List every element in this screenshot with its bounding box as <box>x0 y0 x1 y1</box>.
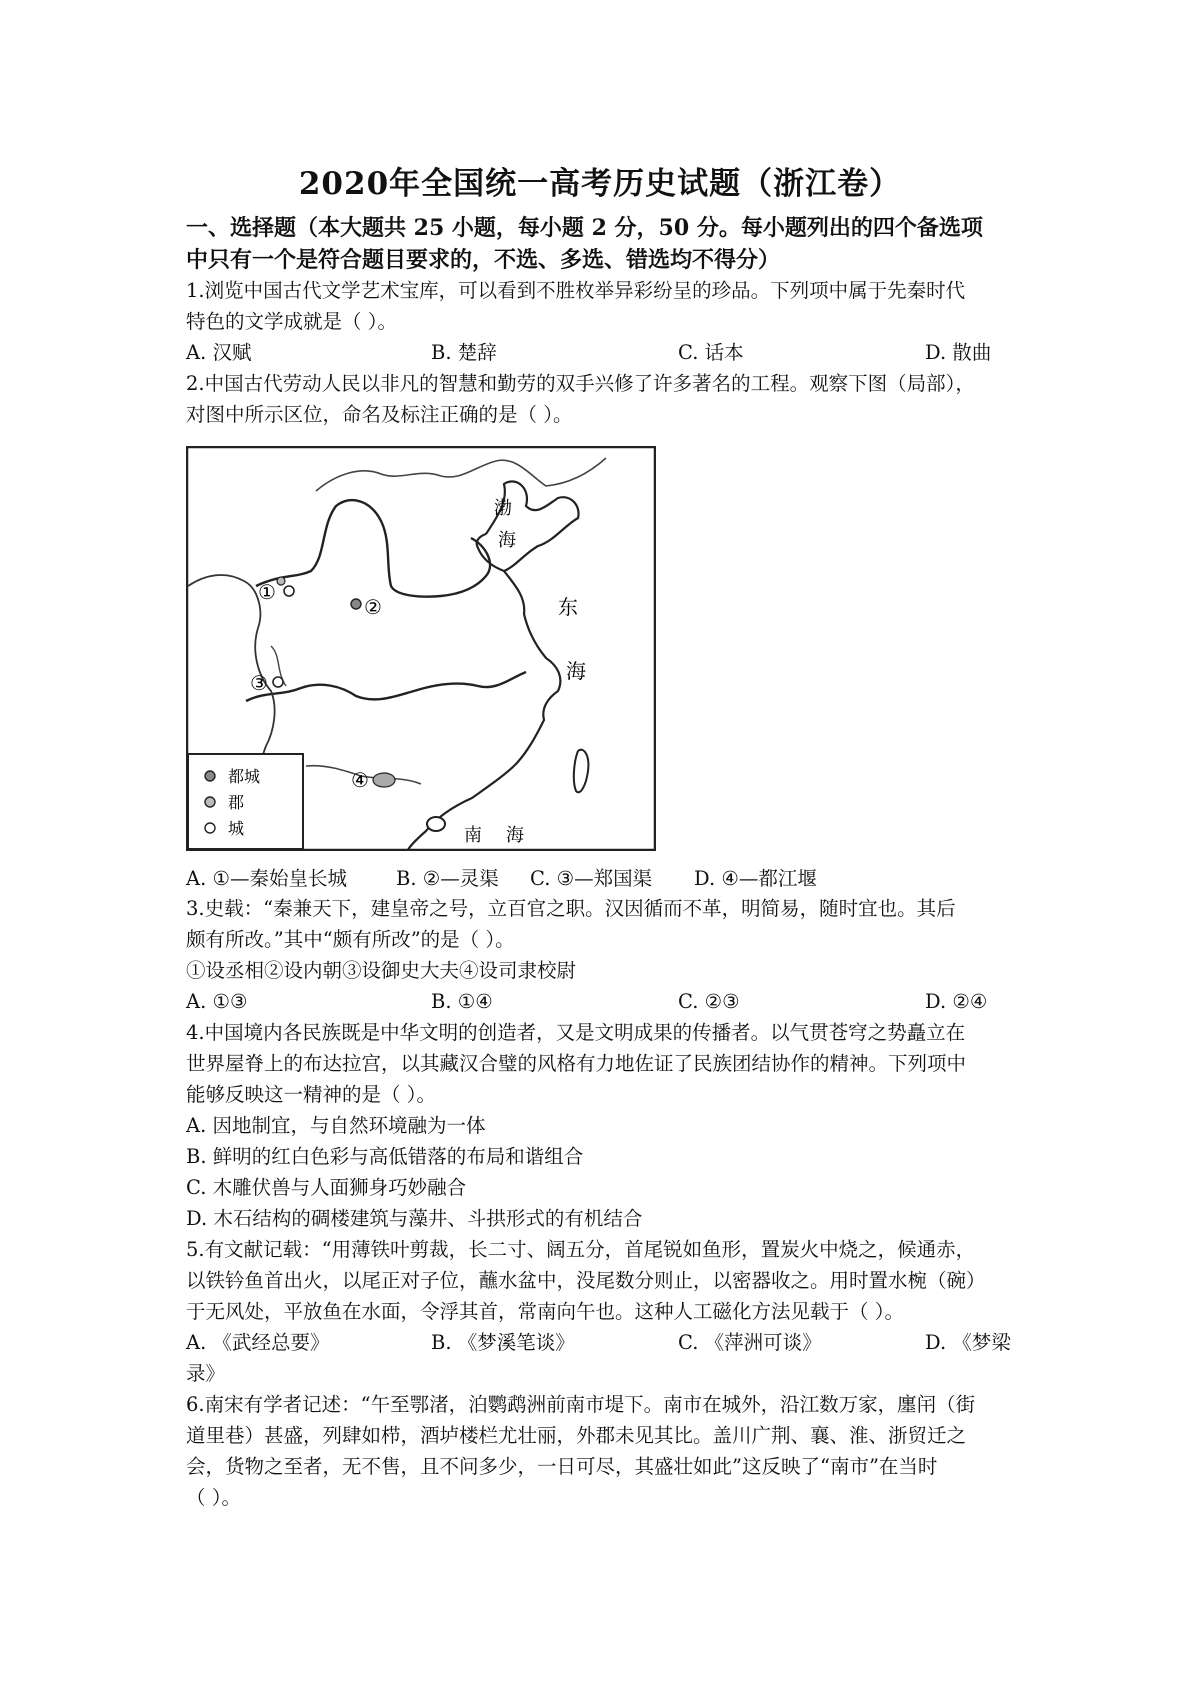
map-label-donghai-1: 东 <box>558 595 578 619</box>
q5-option-b: B. 《梦溪笔谈》 <box>431 1331 575 1354</box>
map-marker-4-label: ④ <box>351 768 369 792</box>
q5-text-line-2: 以铁钤鱼首出火，以尾正对子位，蘸水盆中，没尾数分则止，以密器收之。用时置水椀（碗） <box>186 1269 986 1292</box>
map-legend-commandery-icon <box>205 797 215 807</box>
map-label-nanhai-1: 南 <box>464 825 482 846</box>
q3-option-b: B. ①④ <box>431 990 493 1013</box>
map-legend-city-icon <box>205 823 215 833</box>
q5-option-a: A. 《武经总要》 <box>186 1331 330 1354</box>
q4-text-line-1: 4.中国境内各民族既是中华文明的创造者，又是文明成果的传播者。以气贯苍穹之势矗立在 <box>186 1021 966 1044</box>
q6-text-line-1: 6.南宋有学者记述：“午至鄂渚，泊鹦鹉洲前南市堤下。南市在城外，沿江数万家，廛闬（街 <box>186 1393 976 1416</box>
q4-option-a: A. 因地制宜，与自然环境融为一体 <box>186 1114 486 1137</box>
map-marker-3-label: ③ <box>250 671 268 695</box>
q4-option-b: B. 鲜明的红白色彩与高低错落的布局和谐组合 <box>186 1145 584 1168</box>
q3-text-line-1: 3.史载：“秦兼天下，建皇帝之号，立百官之职。汉因循而不革，明简易，随时宜也。其后 <box>186 897 956 920</box>
map-marker-2-dot <box>351 599 361 609</box>
q5-text-line-1: 5.有文献记载：“用薄铁叶剪裁，长二寸、阔五分，首尾锐如鱼形，置炭火中烧之，候通赤， <box>186 1238 976 1261</box>
q3-option-c: C. ②③ <box>678 990 740 1013</box>
map-marker-4-dot <box>373 773 395 787</box>
map-marker-1-dot <box>284 586 294 596</box>
map-label-donghai-2: 海 <box>566 659 586 683</box>
section-heading-line-1: 一、选择题（本大题共 25 小题，每小题 2 分，50 分。每小题列出的四个备选项 <box>186 215 983 241</box>
q2-text-line-1: 2.中国古代劳动人民以非凡的智慧和勤劳的双手兴修了许多著名的工程。观察下图（局部）， <box>186 372 975 395</box>
map-legend-capital-label: 都城 <box>228 767 261 786</box>
q1-option-a: A. 汉赋 <box>186 341 252 364</box>
q2-text-line-2: 对图中所示区位，命名及标注正确的是（ ）。 <box>186 403 573 426</box>
map-label-bohai-2: 海 <box>498 530 516 551</box>
q4-text-line-3: 能够反映这一精神的是（ ）。 <box>186 1083 436 1106</box>
map-legend-capital-icon <box>205 771 215 781</box>
q5-text-line-3: 于无风处，平放鱼在水面，令浮其首，常南向午也。这种人工磁化方法见载于（ ）。 <box>186 1300 904 1323</box>
map-legend-commandery-label: 郡 <box>228 793 245 812</box>
map-marker-3-dot <box>273 677 283 687</box>
q4-text-line-2: 世界屋脊上的布达拉宫，以其藏汉合璧的风格有力地佐证了民族团结协作的精神。下列项中 <box>186 1052 967 1075</box>
q1-option-c: C. 话本 <box>678 341 744 364</box>
q3-option-a: A. ①③ <box>186 990 248 1013</box>
q5-option-d: D. 《梦梁 <box>925 1331 1011 1354</box>
q1-text-line-1: 1.浏览中国古代文学艺术宝库，可以看到不胜枚举异彩纷呈的珍品。下列项中属于先秦时代 <box>186 279 966 302</box>
q5-option-c: C. 《萍洲可谈》 <box>678 1331 822 1354</box>
q2-option-c: C. ③—郑国渠 <box>530 867 653 890</box>
map-legend-city-label: 城 <box>228 819 245 838</box>
q6-text-line-3: 会，货物之至者，无不售，且不问多少，一日可尽，其盛壮如此”这反映了“南市”在当时 <box>186 1455 938 1478</box>
ancient-china-map <box>186 446 656 851</box>
map-label-bohai-1: 渤 <box>494 498 512 519</box>
q5-option-d-continued: 录》 <box>186 1362 226 1385</box>
map-marker-1-label: ① <box>258 580 276 604</box>
q2-option-d: D. ④—都江堰 <box>694 867 817 890</box>
map-hainan <box>427 817 445 831</box>
q6-text-line-2: 道里巷）甚盛，列肆如栉，酒垆楼栏尤壮丽，外郡未见其比。盖川广荆、襄、淮、浙贸迁之 <box>186 1424 967 1447</box>
q1-option-d: D. 散曲 <box>925 341 992 364</box>
section-heading-line-2: 中只有一个是符合题目要求的，不选、多选、错选均不得分） <box>186 247 781 273</box>
page-title: 2020年全国统一高考历史试题（浙江卷） <box>298 166 902 202</box>
q6-text-line-4: （ ）。 <box>186 1486 241 1509</box>
map-marker-1-dot-2 <box>277 577 285 585</box>
q3-text-line-2: 颇有所改。”其中“颇有所改”的是（ ）。 <box>186 928 515 951</box>
q3-text-line-3: ①设丞相②设内朝③设御史大夫④设司隶校尉 <box>186 959 577 982</box>
q1-option-b: B. 楚辞 <box>431 341 497 364</box>
q2-option-b: B. ②—灵渠 <box>396 867 499 890</box>
q4-option-c: C. 木雕伏兽与人面狮身巧妙融合 <box>186 1176 467 1199</box>
map-label-nanhai-2: 海 <box>506 825 524 846</box>
q3-option-d: D. ②④ <box>925 990 988 1013</box>
q1-text-line-2: 特色的文学成就是（ ）。 <box>186 310 397 333</box>
q2-option-a: A. ①—秦始皇长城 <box>186 867 347 890</box>
map-marker-2-label: ② <box>364 595 382 619</box>
q4-option-d: D. 木石结构的碉楼建筑与藻井、斗拱形式的有机结合 <box>186 1207 643 1230</box>
